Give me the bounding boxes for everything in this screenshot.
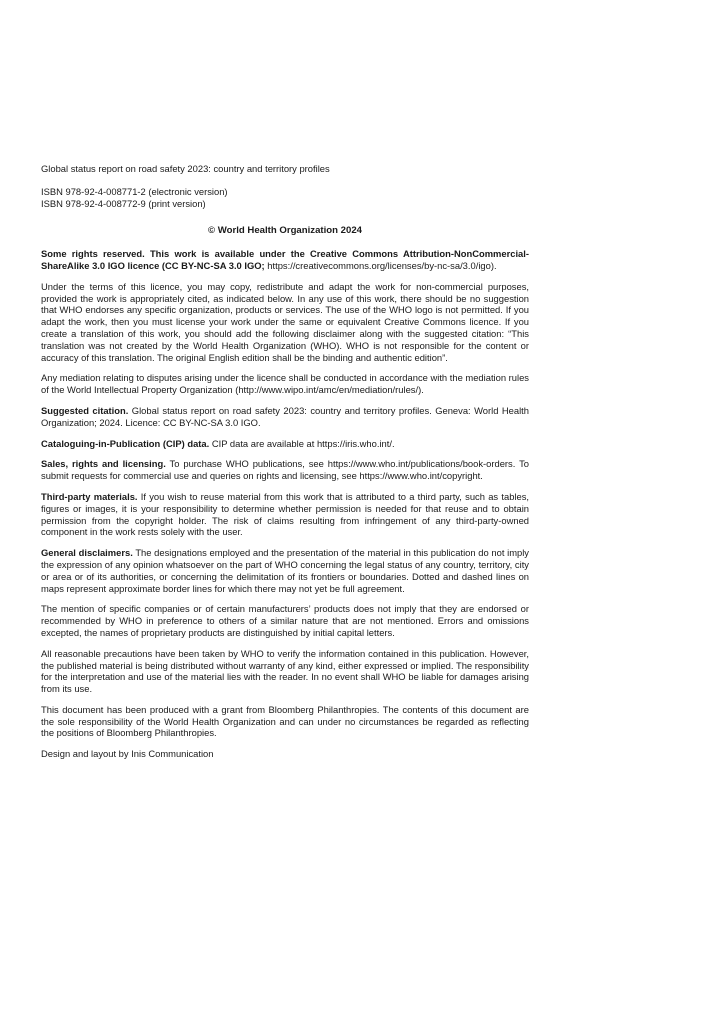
suggested-citation (41, 405, 529, 429)
general-disclaimers-lead: General disclaimers. (41, 547, 133, 559)
suggested-citation-text: Global status report on road safety 2023: country and territory profiles. Geneva: World Health Organization; 2024. Licence: CC BY-NC-SA 3.0 IGO. (41, 404, 530, 428)
precautions-paragraph: All reasonable precautions have been taken by WHO to verify the information contained in this publication. However, the published material is being distributed without warranty of any kind, either expressed or implied. The responsibility for the interpretation and use of the material lies with the reader. In no event shall WHO be liable for damages arising from its use. (41, 647, 529, 695)
isbn-print: ISBN 978-92-4-008772-9 (print version) (41, 197, 206, 209)
isbn-block (41, 186, 529, 210)
sales-rights-licensing (41, 458, 529, 482)
third-party-text: If you wish to reuse material from this work that is attributed to a third party, such as tables, figures or images, it is your responsibility to determine whether permission is needed for that reuse and to obtain permission from the copyright holder. The risk of claims resulting from infringement of any third-party-owned component in the work rests solely with the user. (41, 490, 529, 538)
grant-paragraph: This document has been produced with a grant from Bloomberg Philanthropies. The contents of this document are the sole responsibility of the World Health Organization and can under no circumstances be regarded as reflecting the positions of Bloomberg Philanthropies. (41, 703, 529, 739)
publication-title: Global status report on road safety 2023: country and territory profiles (41, 163, 330, 174)
general-disclaimers (41, 547, 529, 594)
rights-statement (41, 248, 529, 272)
general-disclaimers-text: The designations employed and the presentation of the material in this publication do not imply the expression of any opinion whatsoever on the part of WHO concerning the legal status of any country, territory, city or area or of its authorities, or concerning the delimitation of its frontiers or boundaries. Dotted and dashed lines on maps represent approximate border lines for which there may not yet be full agreement. (41, 547, 529, 594)
sales-lead: Sales, rights and licensing. (41, 458, 166, 470)
copyright-page (41, 163, 529, 760)
licence-terms: Under the terms of this licence, you may copy, redistribute and adapt the work for non-commercial purposes, provided the work is appropriately cited, as indicated below. In any use of this work, there should be no suggestion that WHO endorses any specific organization, products or services. The use of the WHO logo is not permitted. If you adapt the work, then you must license your work under the same or equivalent Creative Commons licence. If you create a translation of this work, you should add the following disclaimer along with the suggested citation: “This translation was not created by the World Health Organization (WHO). WHO is not responsible for the content or accuracy of this translation. The original English edition shall be the binding and authentic edition”. (41, 280, 529, 363)
mediation-paragraph: Any mediation relating to disputes arising under the licence shall be conducted in accordance with the mediation rules of the World Intellectual Property Organization (http://www.wipo.int/amc/en/mediation/rules/). (41, 372, 529, 396)
design-credit: Design and layout by Inis Communication (41, 748, 214, 760)
cip-lead: Cataloguing-in-Publication (CIP) data. (41, 437, 210, 449)
third-party-materials (41, 491, 529, 538)
isbn-electronic: ISBN 978-92-4-008771-2 (electronic version) (41, 185, 228, 197)
suggested-citation-lead: Suggested citation. (41, 404, 129, 416)
rights-link[interactable]: https://creativecommons.org/licenses/by-nc-sa/3.0/igo). (264, 259, 497, 271)
companies-paragraph: The mention of specific companies or of certain manufacturers’ products does not imply that they are endorsed or recommended by WHO in preference to others of a similar nature that are not mentioned. Errors and omissions excepted, the names of proprietary products are distinguished by initial capital letters. (41, 603, 529, 638)
third-party-lead: Third-party materials. (41, 490, 138, 502)
cip-text: CIP data are available at https://iris.who.int/. (209, 437, 395, 449)
rights-bold: Some rights reserved. This work is available under the Creative Commons Attribution-NonCommercial-ShareAlike 3.0 IGO licence (CC BY-NC-SA 3.0 IGO; (41, 248, 529, 271)
sales-text: To purchase WHO publications, see https://www.who.int/publications/book-orders. To submit requests for commercial use and queries on rights and licensing, see https://www.who.int/copyright. (41, 458, 529, 482)
copyright-notice: © World Health Organization 2024 (207, 225, 363, 237)
cip-data (41, 438, 529, 450)
